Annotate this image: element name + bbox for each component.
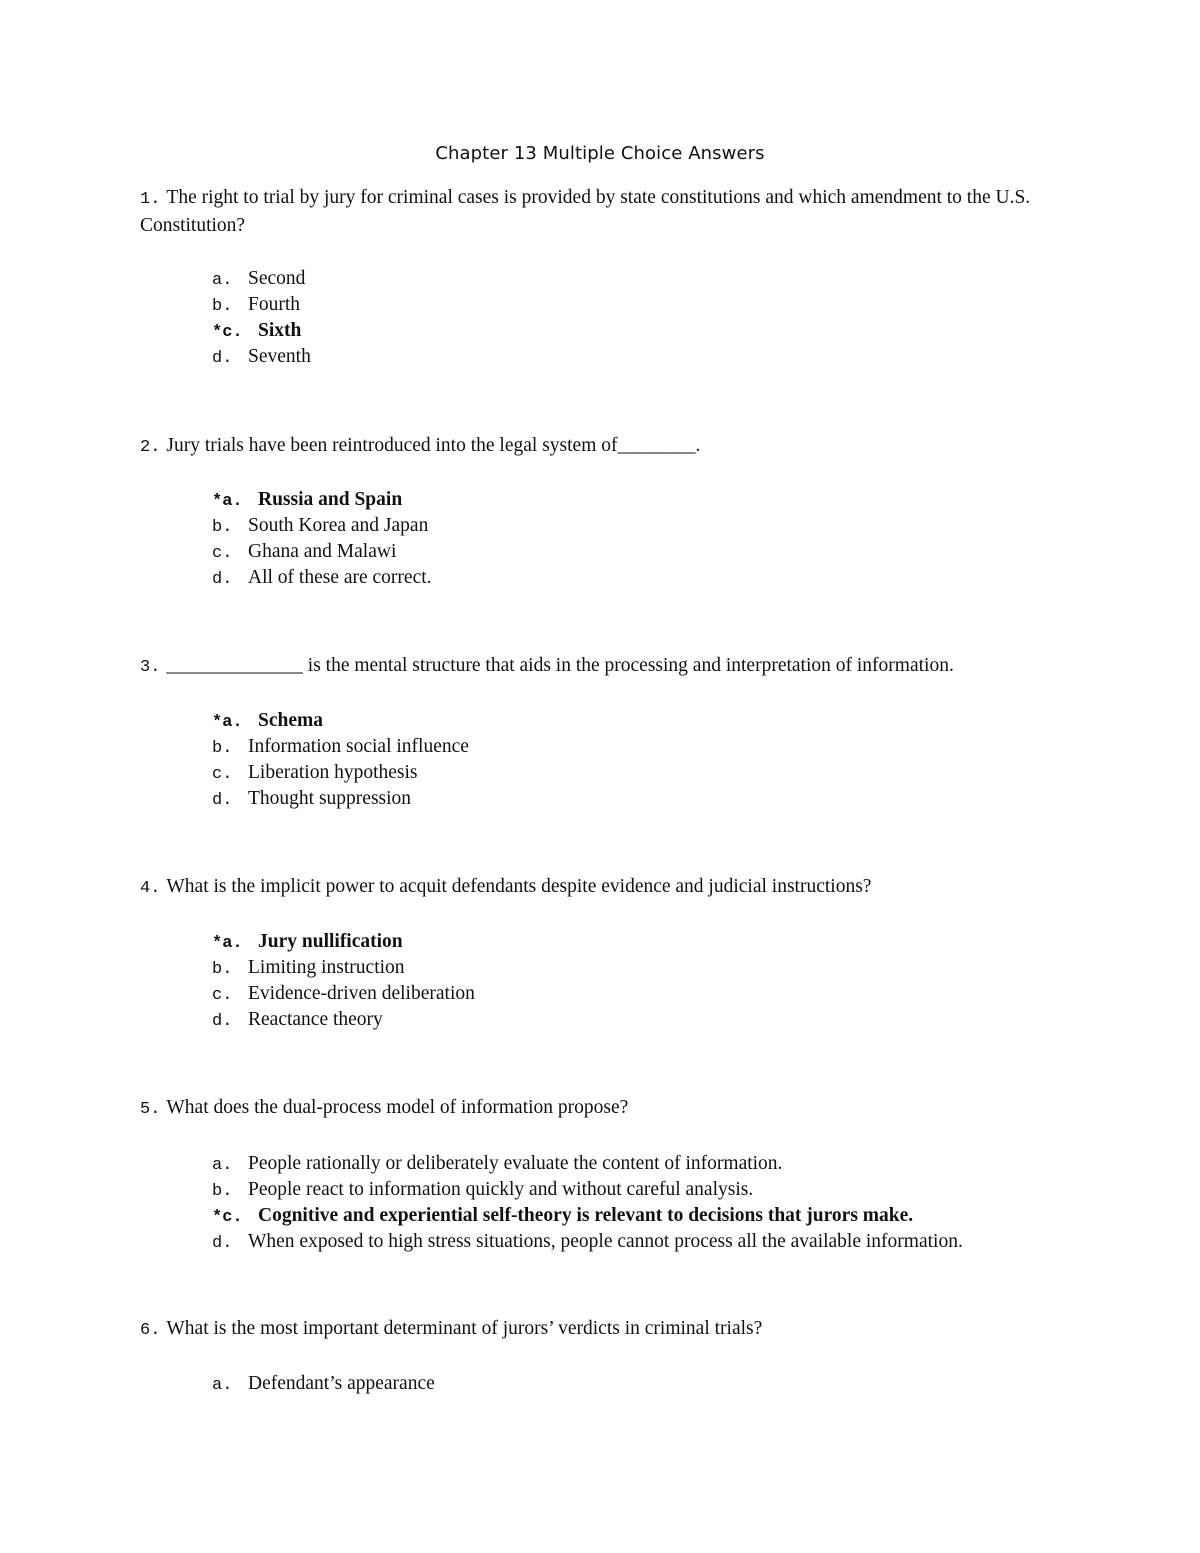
option-text: Seventh: [248, 346, 311, 367]
option-text: Schema: [258, 710, 323, 731]
option-letter: *c.: [212, 323, 243, 342]
option-text: Limiting instruction: [248, 957, 405, 978]
question-6: [140, 1316, 1070, 1344]
option-letter: c.: [212, 986, 233, 1005]
option-c: [212, 539, 432, 565]
option-text: Second: [248, 268, 306, 289]
option-letter: *a.: [212, 934, 243, 953]
option-text: Cognitive and experiential self-theory is relevant to decisions that jurors make.: [258, 1205, 914, 1226]
question-text: The right to trial by jury for criminal cases is provided by state constitutions and which amendment to the U.S. Constitution?: [140, 187, 1031, 236]
option-a-correct: [212, 708, 469, 734]
option-text: Fourth: [248, 294, 301, 315]
option-letter: b.: [212, 739, 233, 758]
option-letter: a.: [212, 1376, 233, 1395]
option-c-correct: [212, 318, 311, 344]
question-text: What is the most important determinant of jurors’ verdicts in criminal trials?: [166, 1318, 763, 1339]
option-text: Information social influence: [248, 736, 469, 757]
option-letter: *a.: [212, 492, 243, 511]
question-3: [140, 653, 1070, 681]
option-d: [212, 344, 311, 370]
option-text: People react to information quickly and without careful analysis.: [248, 1179, 754, 1200]
option-c: [212, 760, 469, 786]
option-text: Defendant’s appearance: [248, 1373, 435, 1394]
option-letter: c.: [212, 544, 233, 563]
option-a: [212, 266, 311, 292]
question-text: ______________ is the mental structure that aids in the processing and interpretation of information.: [166, 655, 954, 676]
question-number: 1.: [140, 190, 161, 209]
option-letter: b.: [212, 1182, 233, 1201]
option-b: [212, 292, 311, 318]
question-number: 3.: [140, 658, 161, 677]
question-4: [140, 874, 1070, 902]
option-text: Ghana and Malawi: [248, 541, 397, 562]
option-b: [212, 513, 432, 539]
question-1: [140, 185, 1070, 239]
option-text: All of these are correct.: [248, 567, 432, 588]
option-letter: *c.: [212, 1208, 243, 1227]
option-text: Thought suppression: [248, 788, 412, 809]
option-letter: c.: [212, 765, 233, 784]
option-letter: b.: [212, 297, 233, 316]
option-letter: d.: [212, 349, 233, 368]
question-text: Jury trials have been reintroduced into the legal system of________.: [166, 435, 701, 456]
question-3-options: [212, 708, 469, 812]
option-text: Jury nullification: [258, 931, 403, 952]
question-text: What is the implicit power to acquit defendants despite evidence and judicial instructions?: [166, 876, 872, 897]
option-text: Liberation hypothesis: [248, 762, 418, 783]
question-text: What does the dual-process model of information propose?: [166, 1097, 629, 1118]
option-letter: *a.: [212, 713, 243, 732]
question-number: 4.: [140, 879, 161, 898]
question-number: 2.: [140, 438, 161, 457]
option-letter: d.: [212, 1234, 233, 1253]
option-text: Reactance theory: [248, 1009, 383, 1030]
question-5-options: [212, 1151, 963, 1255]
question-number: 6.: [140, 1321, 161, 1340]
option-d: [212, 786, 469, 812]
option-letter: b.: [212, 960, 233, 979]
option-letter: d.: [212, 791, 233, 810]
option-letter: b.: [212, 518, 233, 537]
option-text: People rationally or deliberately evaluate the content of information.: [248, 1153, 783, 1174]
option-b: [212, 734, 469, 760]
question-4-options: [212, 929, 475, 1033]
option-text: Russia and Spain: [258, 489, 403, 510]
option-letter: a.: [212, 1156, 233, 1175]
question-5: [140, 1095, 1070, 1123]
option-text: South Korea and Japan: [248, 515, 429, 536]
question-2: [140, 433, 1070, 461]
option-a-correct: [212, 487, 432, 513]
option-c: [212, 981, 475, 1007]
question-1-options: [212, 266, 311, 370]
option-letter: d.: [212, 570, 233, 589]
option-c-correct: [212, 1203, 963, 1229]
option-letter: a.: [212, 271, 233, 290]
option-d: [212, 1229, 963, 1255]
option-letter: d.: [212, 1012, 233, 1031]
question-2-options: [212, 487, 432, 591]
option-text: Evidence-driven deliberation: [248, 983, 475, 1004]
question-6-options: [212, 1371, 435, 1397]
option-d: [212, 1007, 475, 1033]
option-text: When exposed to high stress situations, people cannot process all the available information.: [248, 1231, 963, 1252]
question-number: 5.: [140, 1100, 161, 1119]
option-b: [212, 955, 475, 981]
option-a-correct: [212, 929, 475, 955]
option-b: [212, 1177, 963, 1203]
option-d: [212, 565, 432, 591]
option-a: [212, 1371, 435, 1397]
option-text: Sixth: [258, 320, 302, 341]
page-title: Chapter 13 Multiple Choice Answers: [435, 143, 765, 164]
option-a: [212, 1151, 963, 1177]
